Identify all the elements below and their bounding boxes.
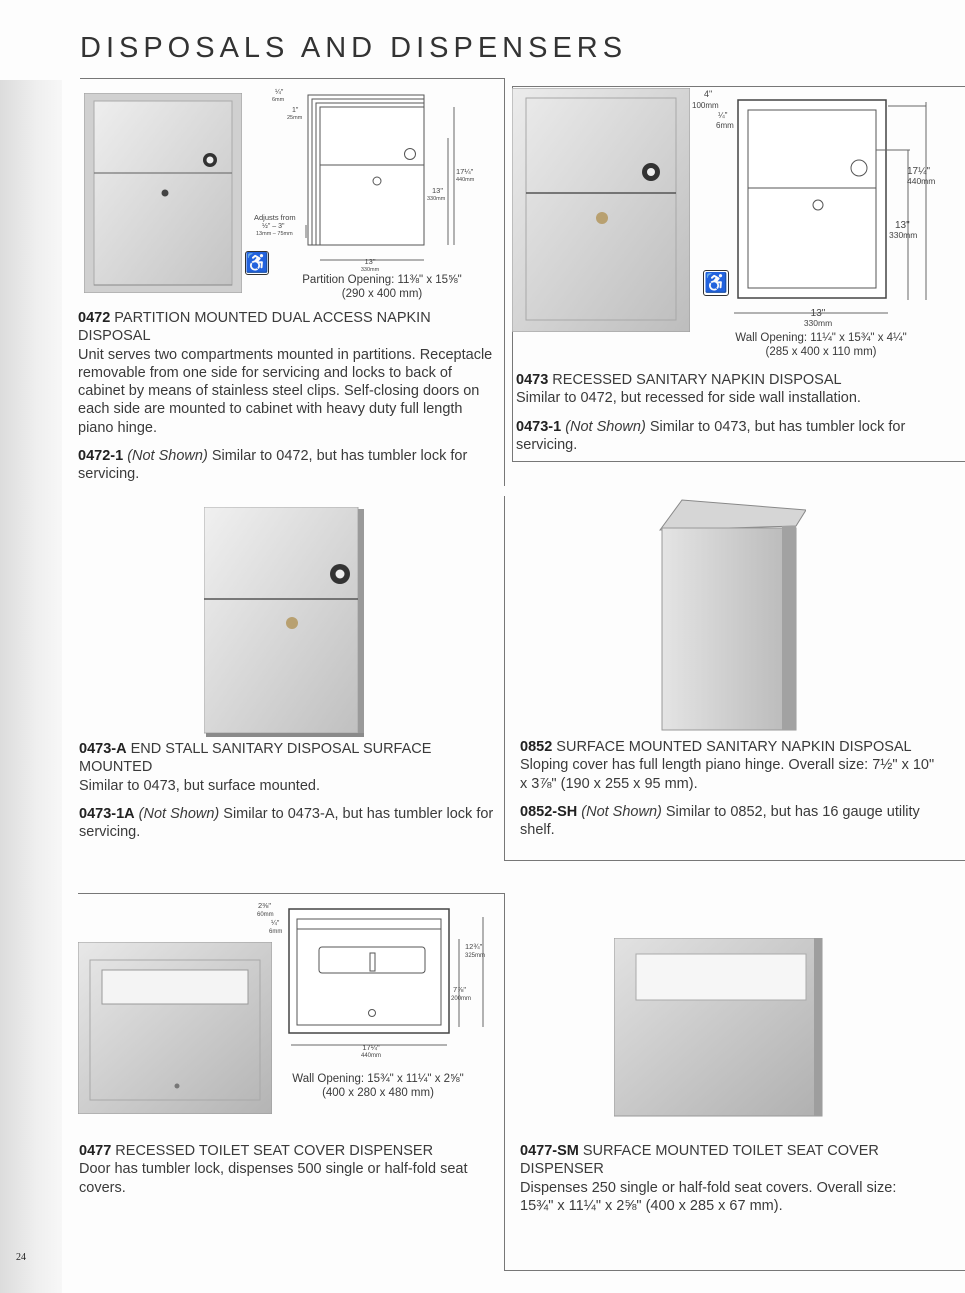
rule-0472-right [504, 78, 505, 486]
variant-note-0473-1: (Not Shown) [565, 418, 646, 435]
dimension-drawing-0477 [255, 897, 500, 1062]
dim-0472-h-in: 17¼" [456, 167, 474, 176]
dim-0477-top2-mm: 6mm [269, 929, 283, 935]
dim-0477-top-in: 2⅜" [258, 901, 272, 910]
page-number: 24 [16, 1252, 26, 1263]
dim-0472-w-mm: 330mm [360, 267, 380, 273]
variant-note-0472-1: (Not Shown) [127, 448, 208, 465]
product-code-0477-sm: 0477-SM [520, 1143, 579, 1159]
variant-desc-0852-sh: Similar to 0852, but has 16 gauge utility shelf. [520, 803, 920, 839]
dim-0472-h2-in: 13" [432, 186, 444, 195]
dim-0477-h2-mm: 200mm [451, 996, 472, 1002]
caption-0473-line1: Wall Opening: 11¼" x 15¾" x 4¼" [735, 332, 907, 344]
caption-0472 [282, 273, 482, 301]
variant-note-0852-sh: (Not Shown) [581, 803, 662, 820]
caption-0477-line1: Wall Opening: 15¾" x 11¼" x 2⅝" [292, 1073, 464, 1085]
dim-0477-w-mm: 440mm [360, 1053, 382, 1059]
product-desc-0852: Sloping cover has full length piano hinge. Overall size: 7½" x 10" x 3⅞" (190 x 255 x 95 mm). [520, 757, 935, 792]
product-name-0473: RECESSED SANITARY NAPKIN DISPOSAL [552, 372, 842, 388]
dim-0477-h2-in: 7⅞" [453, 985, 467, 994]
dim-0472-top2-mm: 25mm [287, 115, 303, 121]
product-photo-0472 [84, 93, 242, 293]
product-desc-0477: Door has tumbler lock, dispenses 500 single or half-fold seat covers. [79, 1161, 468, 1196]
rule-0477-right [504, 893, 505, 1271]
variant-desc-0473-1a: Similar to 0473-A, but has tumbler lock for servicing. [79, 805, 494, 841]
rule-0472-top [80, 78, 505, 79]
dim-0472-adj-in: ½" – 3" [262, 223, 285, 230]
dim-0473-h2-mm: 330mm [889, 230, 918, 240]
variant-desc-0473-1: Similar to 0473, but has tumbler lock for servicing. [516, 418, 906, 453]
dim-0472-h2-mm: 330mm [427, 196, 446, 202]
product-0472-text [78, 309, 498, 484]
product-photo-0477 [78, 942, 272, 1114]
product-desc-0472: Unit serves two compartments mounted in partitions. Receptacle removable from one side for servicing and locks to back of cabinet by means of stainless steel clips. Self-closing doors on each side are mounted to cabinet with heavy duty full length piano hinge. [78, 346, 493, 436]
dim-0477-h-in: 12¾" [465, 942, 483, 951]
product-photo-0473 [512, 88, 690, 332]
product-desc-0473-a: Similar to 0473, but surface mounted. [79, 777, 320, 794]
rule-0852-left [504, 496, 505, 860]
dim-0473-top-in: 4" [704, 89, 713, 99]
dim-0473-h-mm: 440mm [907, 176, 936, 186]
product-code-0852: 0852 [520, 739, 553, 755]
wheelchair-accessible-icon: ♿ [245, 253, 269, 274]
caption-0473 [724, 331, 918, 359]
dim-0472-h-mm: 440mm [456, 177, 475, 183]
variant-code-0852-sh: 0852-SH [520, 803, 578, 820]
variant-code-0473-1: 0473-1 [516, 418, 562, 435]
dim-0477-h-mm: 325mm [465, 953, 486, 959]
dim-0472-w-in: 13" [364, 257, 376, 266]
dimension-drawing-0473 [688, 88, 948, 333]
dim-0472-adj-label: Adjusts from [254, 213, 296, 222]
caption-0472-line1: Partition Opening: 11⅜" x 15⅝" [302, 274, 462, 286]
rule-0473-bottom [512, 461, 965, 462]
product-photo-0473-a [204, 507, 366, 737]
dim-0473-h2-in: 13" [895, 220, 910, 231]
product-0473-text [516, 371, 936, 454]
wheelchair-accessible-icon: ♿ [703, 270, 729, 296]
side-gradient-strip [0, 80, 62, 1293]
product-0477-text [79, 1142, 499, 1197]
product-name-0477: RECESSED TOILET SEAT COVER DISPENSER [115, 1143, 434, 1159]
product-code-0473: 0473 [516, 372, 549, 388]
product-desc-0477-sm: Dispenses 250 single or half-fold seat covers. Overall size: 15¾" x 11¼" x 2⅝" (400 x 285 x 67 mm). [520, 1179, 897, 1214]
dim-0473-w-mm: 330mm [803, 318, 833, 328]
product-photo-0477-sm [614, 938, 824, 1118]
rule-0477sm-bottom [504, 1270, 965, 1271]
dim-0477-w-in: 17¼" [362, 1043, 380, 1052]
caption-0472-line2: (290 x 400 mm) [341, 288, 423, 300]
variant-code-0472-1: 0472-1 [78, 448, 124, 465]
dim-0477-top-mm: 60mm [257, 912, 274, 918]
variant-note-0473-1a: (Not Shown) [138, 805, 220, 822]
caption-0473-line2: (285 x 400 x 110 mm) [765, 346, 877, 358]
product-desc-0473: Similar to 0472, but recessed for side wall installation. [516, 390, 861, 407]
product-name-0477-sm: SURFACE MOUNTED TOILET SEAT COVER DISPENSER [520, 1143, 879, 1178]
rule-0473-top [512, 86, 965, 87]
product-0852-text [520, 738, 940, 839]
dim-0473-w-in: 13" [810, 308, 826, 319]
variant-code-0473-1a: 0473-1A [79, 805, 135, 822]
product-code-0477: 0477 [79, 1143, 112, 1159]
product-code-0473-a: 0473-A [79, 741, 127, 757]
dim-0473-top2-mm: 6mm [716, 121, 734, 130]
dim-0472-top-in: ¼" [275, 89, 284, 96]
dim-0472-top2-in: 1" [292, 107, 299, 114]
page-title: DISPOSALS AND DISPENSERS [80, 32, 628, 64]
dim-0472-adj-mm: 13mm – 75mm [256, 231, 293, 237]
product-0477-sm-text [520, 1142, 920, 1215]
dim-0477-top2-in: ¼" [271, 920, 280, 927]
product-0473-a-text [79, 740, 499, 841]
caption-0477-line2: (400 x 280 x 480 mm) [322, 1087, 434, 1099]
dim-0473-h-in: 17¼" [907, 166, 931, 177]
product-name-0473-a: END STALL SANITARY DISPOSAL SURFACE MOUNTED [79, 741, 432, 776]
rule-0852-bottom [504, 860, 965, 861]
product-name-0472: PARTITION MOUNTED DUAL ACCESS NAPKIN DISPOSAL [78, 310, 431, 345]
caption-0477 [280, 1072, 476, 1100]
product-code-0472: 0472 [78, 310, 111, 326]
rule-0477-top [78, 893, 505, 894]
product-name-0852: SURFACE MOUNTED SANITARY NAPKIN DISPOSAL [556, 739, 912, 755]
dim-0473-top-mm: 100mm [692, 101, 719, 110]
dimension-drawing-0472 [250, 86, 490, 273]
variant-desc-0472-1: Similar to 0472, but has tumbler lock for servicing. [78, 448, 468, 483]
dim-0472-top-mm: 6mm [272, 97, 285, 103]
product-photo-0852 [656, 496, 806, 732]
dim-0473-top2-in: ¼" [718, 111, 728, 120]
